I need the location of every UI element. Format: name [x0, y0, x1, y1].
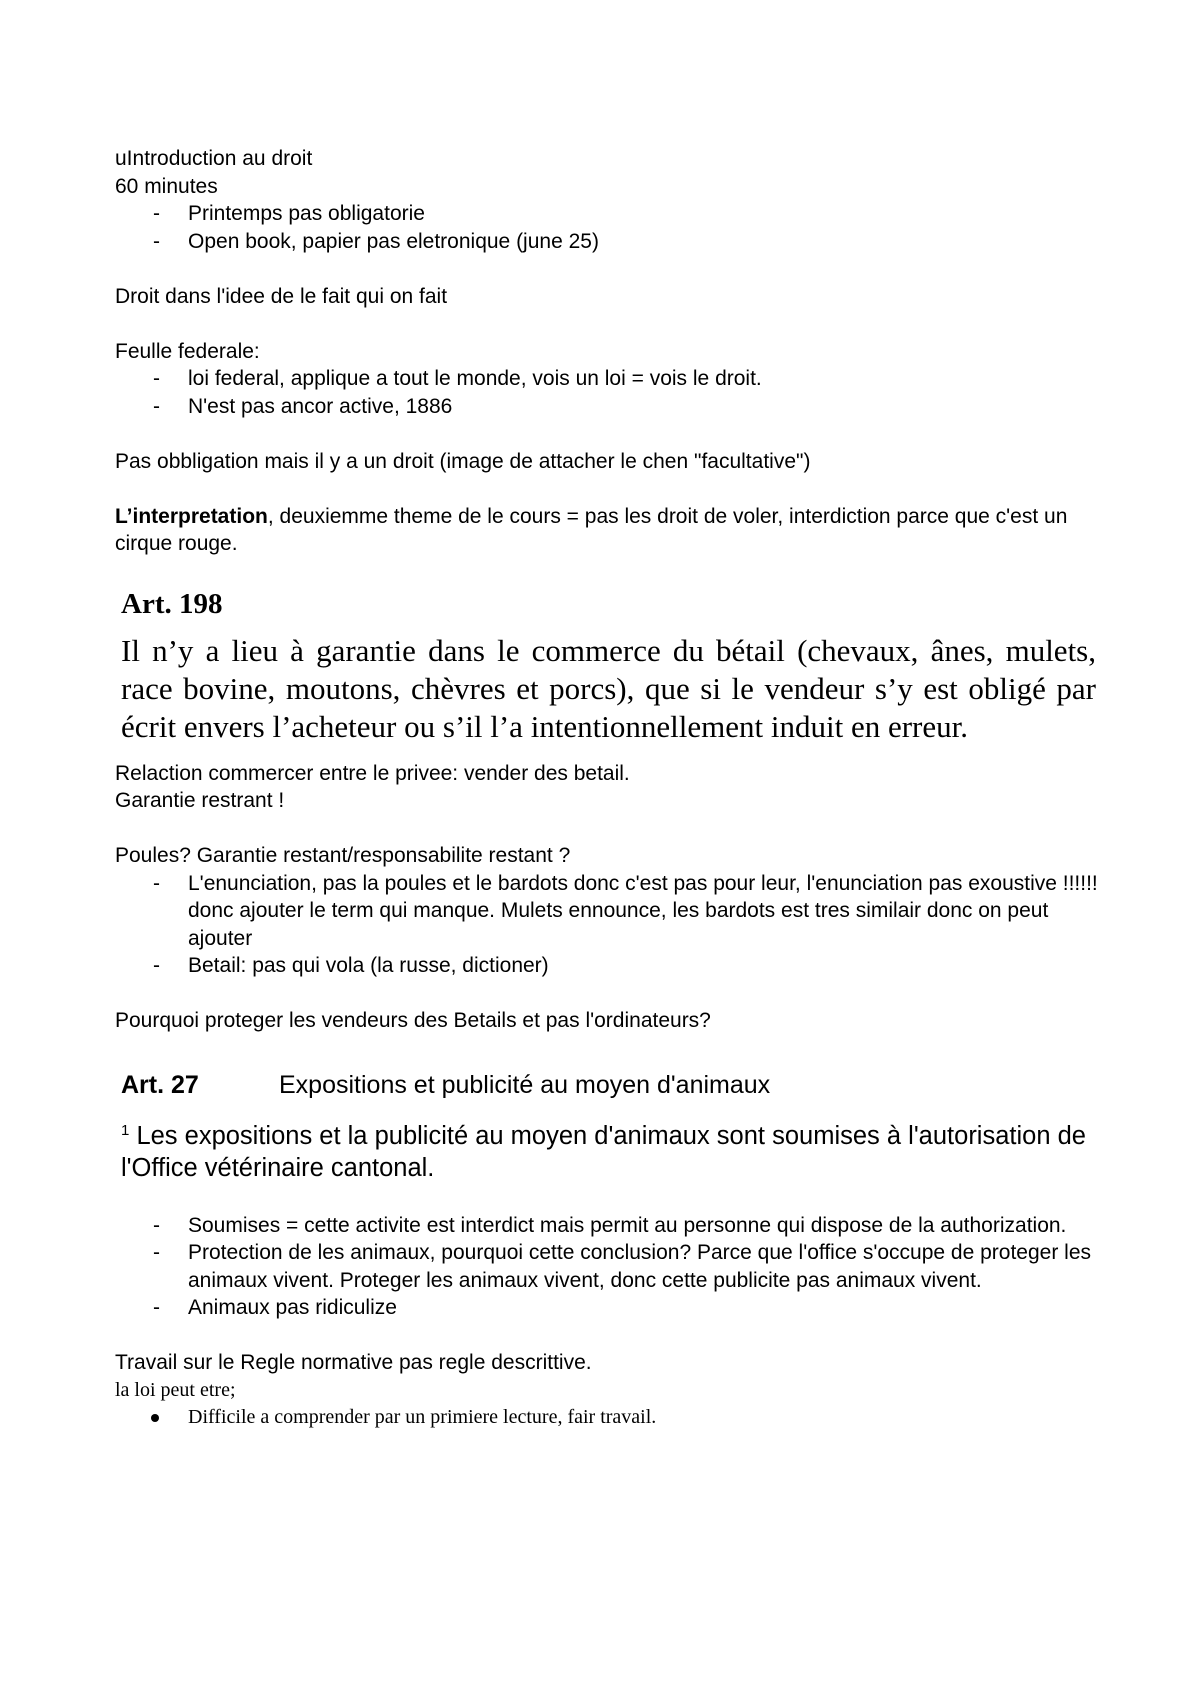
- list-item: - L'enunciation, pas la poules et le bardots donc c'est pas pour leur, l'enunciation pas exoustive !!!!!! donc ajouter le term qui manque. Mulets ennounce, les bardots est tres similair donc on peut ajouter: [153, 871, 1098, 950]
- interpretation-paragraph: L’interpretation, deuxiemme theme de le cours = pas les droit de voler, interdiction parce que c'est un cirque rouge.: [115, 504, 1068, 555]
- travail-line: Travail sur le Regle normative pas regle descrittive.: [115, 1351, 592, 1374]
- obbligation-line: Pas obbligation mais il y a un droit (image de attacher le chen "facultative"): [115, 449, 811, 473]
- list-item: - Protection de les animaux, pourquoi cette conclusion? Parce que l'office s'occupe de proteger les animaux vivent. Proteger les animaux vivent, donc cette publicite pas animaux vivent.: [153, 1241, 1092, 1292]
- garantie-line: Garantie restrant !: [115, 789, 285, 812]
- poules-list: [115, 870, 1100, 980]
- bullet-dot-icon: [151, 1414, 159, 1422]
- feulle-list: [115, 365, 1100, 420]
- list-item: - Animaux pas ridiculize: [115, 1294, 1100, 1322]
- interpretation-term: L’interpretation: [115, 504, 268, 528]
- list-item: Difficile a comprender par un primiere lecture, fair travail.: [115, 1404, 1100, 1431]
- list-item: - N'est pas ancor active, 1886: [115, 393, 1100, 421]
- dash-marker: -: [153, 229, 160, 253]
- dash-marker: -: [153, 871, 160, 895]
- article-198-excerpt: [121, 586, 1096, 746]
- loi-list: [115, 1404, 1100, 1431]
- dash-marker: -: [153, 1213, 160, 1237]
- feulle-heading: Feulle federale:: [115, 339, 260, 363]
- article-27-heading: Expositions et publicité au moyen d'animaux: [279, 1070, 771, 1099]
- soumises-list: [115, 1212, 1100, 1322]
- dash-marker: -: [153, 394, 160, 418]
- list-item: - loi federal, applique a tout le monde, vois un loi = vois le droit.: [115, 365, 1100, 393]
- list-item: - Betail: pas qui vola (la russe, dictioner): [115, 952, 1100, 980]
- note-title: uIntroduction au droit: [115, 147, 313, 170]
- list-item: - Printemps pas obligatorie: [115, 200, 1100, 228]
- exam-duration: 60 minutes: [115, 174, 218, 198]
- article-27-number: Art. 27: [121, 1070, 199, 1099]
- intro-list: [115, 200, 1100, 255]
- document-page: [115, 145, 1100, 1431]
- poules-heading: Poules? Garantie restant/responsabilite restant ?: [115, 844, 571, 867]
- relaction-line: Relaction commercer entre le privee: vender des betail.: [115, 761, 630, 785]
- article-27-body: $^1$ Les expositions et la publicité au moyen d'animaux sont soumises à l'autorisation de l'Office vétérinaire cantonal.: [121, 1121, 1086, 1182]
- article-27-excerpt: [121, 1069, 1106, 1184]
- list-item: - Soumises = cette activite est interdict mais permit au personne qui dispose de la authorization.: [115, 1212, 1100, 1240]
- dash-marker: -: [153, 202, 160, 225]
- loi-line: la loi peut etre;: [115, 1378, 236, 1401]
- paragraph-number: 1: [121, 1121, 130, 1139]
- dash-marker: -: [153, 1241, 160, 1264]
- article-198-body: Il n’y a lieu à garantie dans le commerce du bétail (chevaux, ânes, mulets, race bovine, moutons, chèvres et porcs), que si le vendeur s’y est obligé par écrit envers l’acheteur ou s’il l’a intentionnellement induit en erreur.: [121, 632, 1096, 744]
- dash-marker: -: [153, 1296, 160, 1319]
- list-item: - Open book, papier pas eletronique (june 25): [115, 228, 1100, 256]
- dash-marker: -: [153, 954, 160, 977]
- droit-line: Droit dans l'idee de le fait qui on fait: [115, 284, 448, 308]
- article-198-title: Art. 198: [121, 587, 223, 620]
- dash-marker: -: [153, 367, 160, 390]
- pourquoi-line: Pourquoi proteger les vendeurs des Betails et pas l'ordinateurs?: [115, 1009, 711, 1032]
